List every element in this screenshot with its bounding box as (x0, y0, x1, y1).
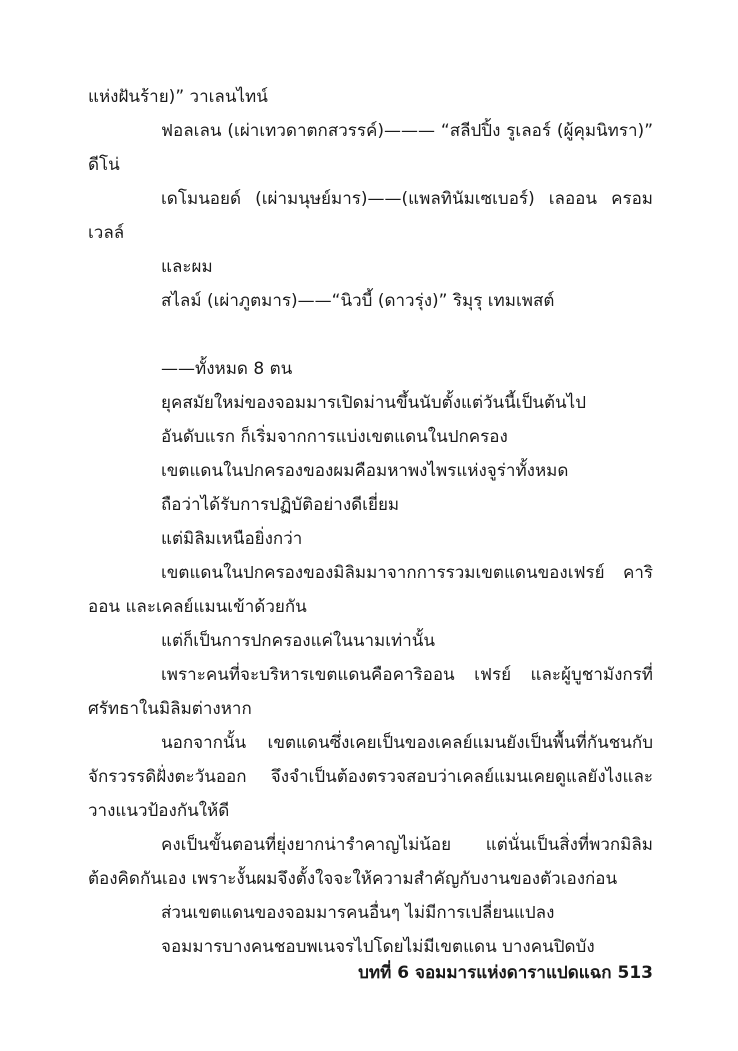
paragraph: นอกจากนั้น เขตแดนซึ่งเคยเป็นของเคลย์แมนยังเป็นพื้นที่กันชนกับจักรวรรดิฝั่งตะวันออก จึงจำเป็นต้องตรวจสอบว่าเคลย์แมนเคยดูแลยังไงและวางแนวป้องกันให้ดี (88, 733, 653, 821)
paragraph: ฟอลเลน (เผ่าเทวดาตกสวรรค์)——— “สลีปปิ้ง รูเลอร์ (ผู้คุมนิทรา)” ดีโน่ (88, 121, 653, 175)
paragraph: คงเป็นขั้นตอนที่ยุ่งยากน่ารำคาญไม่น้อย แต่นั่นเป็นสิ่งที่พวกมิลิมต้องคิดกันเอง เพราะงั้นผมจึงตั้งใจจะให้ความสำคัญกับงานของตัวเองก่อน (88, 835, 653, 889)
paragraph: เขตแดนในปกครองของผมคือมหาพงไพรแห่งจูร่าทั้งหมด (161, 461, 569, 481)
page-body (88, 80, 653, 964)
paragraph: แต่ก็เป็นการปกครองแค่ในนามเท่านั้น (161, 631, 436, 651)
paragraph: เพราะคนที่จะบริหารเขตแดนคือคาริออน เฟรย์ และผู้บูชามังกรที่ศรัทธาในมิลิมต่างหาก (88, 665, 653, 719)
paragraph: สไลม์ (เผ่าภูตมาร)——“นิวบี้ (ดาวรุ่ง)” ริมุรุ เทมเพสต์ (161, 291, 555, 311)
paragraph: จอมมารบางคนชอบพเนจรไปโดยไม่มีเขตแดน บางคนปิดบัง (161, 937, 595, 957)
paragraph: และผม (161, 257, 213, 277)
running-footer: บทที่ 6 จอมมารแห่งดาราแปดแฉก 513 (358, 963, 653, 983)
paragraph: เดโมนอยด์ (เผ่ามนุษย์มาร)——(แพลทินัมเซเบอร์) เลออน ครอมเวลล์ (88, 189, 653, 243)
paragraph: ——ทั้งหมด 8 ตน (161, 359, 293, 379)
paragraph: ถือว่าได้รับการปฏิบัติอย่างดีเยี่ยม (161, 495, 400, 515)
paragraph: แต่มิลิมเหนือยิ่งกว่า (161, 529, 303, 549)
paragraph: ยุคสมัยใหม่ของจอมมารเปิดม่านขึ้นนับตั้งแต่วันนี้เป็นต้นไป (161, 393, 586, 413)
paragraph: เขตแดนในปกครองของมิลิมมาจากการรวมเขตแดนของเฟรย์ คาริออน และเคลย์แมนเข้าด้วยกัน (88, 563, 653, 617)
blank-line (88, 318, 653, 352)
paragraph: อันดับแรก ก็เริ่มจากการแบ่งเขตแดนในปกครอง (161, 427, 508, 447)
paragraph: ส่วนเขตแดนของจอมมารคนอื่นๆ ไม่มีการเปลี่ยนแปลง (161, 903, 555, 923)
paragraph: แห่งฝันร้าย)” วาเลนไทน์ (88, 87, 268, 107)
